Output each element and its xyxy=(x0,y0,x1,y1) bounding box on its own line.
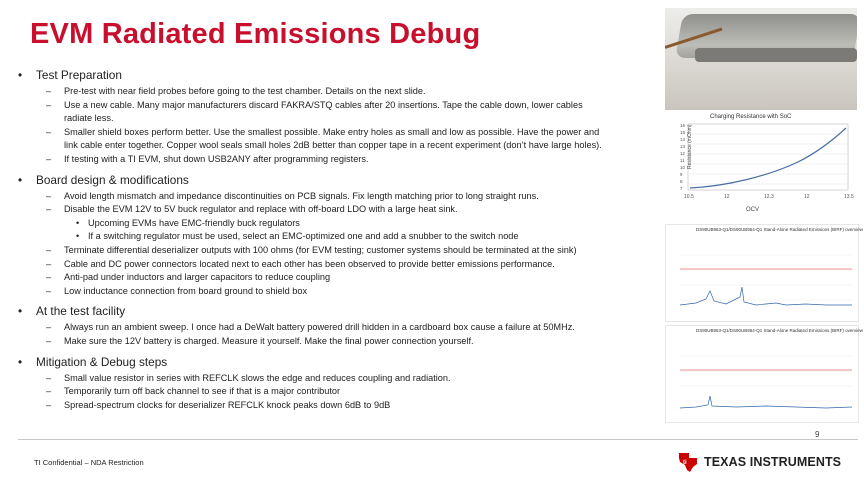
slide-title: EVM Radiated Emissions Debug xyxy=(30,18,481,50)
bullet-item: – Small value resistor in series with REFCLK slows the edge and reduces coupling and radiation. xyxy=(46,372,451,383)
bullet-text: Cable and DC power connectors located next to each other has been observed to provide better emissions performance. xyxy=(64,258,555,269)
bullet-text: Terminate differential deserializer outputs with 100 ohms (for EVM testing; customer systems should be terminated at the sink) xyxy=(64,244,577,255)
bullet-item: – If testing with a TI EVM, shut down USB2ANY after programming registers. xyxy=(46,153,369,164)
resistance-xtick: 12 xyxy=(724,194,730,200)
resistance-ytick: 16 xyxy=(680,123,686,128)
resistance-ytick: 14 xyxy=(680,137,686,142)
bullet-item: – Disable the EVM 12V to 5V buck regulator and replace with off-board LDO with a large heat sink. xyxy=(46,204,458,215)
bullet-item: – Spread-spectrum clocks for deserializer REFCLK knock peaks down 6dB to 9dB xyxy=(46,399,391,410)
resistance-xtick: 12 xyxy=(804,194,810,200)
resistance-ytick: 12 xyxy=(680,151,686,156)
resistance-ytick: 8 xyxy=(680,179,683,184)
sub-bullet-item: • Upcoming EVMs have EMC-friendly buck regulators xyxy=(76,217,300,228)
resistance-ytick: 7 xyxy=(680,186,683,191)
section-heading: • Mitigation & Debug steps xyxy=(18,355,668,370)
bullet-item: – Terminate differential deserializer outputs with 100 ohms (for EVM testing; customer systems should be terminated at the sink) xyxy=(46,244,577,255)
emissions-spectrum-chart-bottom xyxy=(665,325,863,423)
emissions-spectrum-chart-top xyxy=(665,224,863,322)
bullet-text: Temporarily turn off back channel to see if that is a major contributor xyxy=(64,386,341,397)
bullet-text: Small value resistor in series with REFCLK slows the edge and reduces coupling and radiation. xyxy=(64,372,451,383)
spectrum-bottom-title: DS90UB953-Q1/DS90UB954-Q1 Stand-Alone Radiated Emissions (BIRF) overview xyxy=(696,328,863,333)
resistance-xtick: 12.3 xyxy=(764,194,774,200)
bullet-item: – Avoid length mismatch and impedance discontinuities on PCB signals. Fix length matching prior to long straight runs. xyxy=(46,190,539,201)
resistance-chart-title: Charging Resistance with SoC xyxy=(710,114,792,120)
bullet-text: If testing with a TI EVM, shut down USB2ANY after programming registers. xyxy=(64,153,369,164)
resistance-xlabel: OCV xyxy=(746,207,760,213)
confidentiality-footer: TI Confidential – NDA Restriction xyxy=(34,458,144,467)
resistance-chart-svg xyxy=(668,110,858,215)
resistance-ytick: 11 xyxy=(680,158,685,163)
footer-divider xyxy=(18,439,858,440)
bullet-item: – Temporarily turn off back channel to see if that is a major contributor xyxy=(46,386,341,397)
shield-box-photo xyxy=(665,8,857,110)
bullet-continuation: radiate less. xyxy=(64,113,114,124)
bullet-item: – Use a new cable. Many major manufacturers discard FAKRA/STQ cables after 20 insertions. Tape the cable down, lower cables xyxy=(46,99,583,110)
bullet-text: Spread-spectrum clocks for deserializer REFCLK knock peaks down 6dB to 9dB xyxy=(64,399,391,410)
bullet-item: – Cable and DC power connectors located next to each other has been observed to provide better emissions performance. xyxy=(46,258,555,269)
bullet-text: Pre-test with near field probes before going to the test chamber. Details on the next slide. xyxy=(64,86,426,96)
bullet-text: Smaller shield boxes perform better. Use the smallest possible. Make entry holes as small and low as possible. Have the power and xyxy=(64,126,600,137)
resistance-ylabel: Resistance (mOhm) xyxy=(687,124,693,169)
bullet-item: – Anti-pad under inductors and larger capacitors to reduce coupling xyxy=(46,272,331,283)
bullet-text: Low inductance connection from board ground to shield box xyxy=(64,285,308,296)
bullet-continuation: link cable enter together. Copper wool seals small holes 2dB better than copper tape in a recent experiment (don’t have large holes). xyxy=(64,140,602,151)
section-heading: • Board design & modifications xyxy=(18,173,668,188)
bullet-item: – Make sure the 12V battery is charged. Measure it yourself. Make the final power connection yourself. xyxy=(46,335,474,346)
resistance-curve xyxy=(690,128,846,188)
bullet-text: Anti-pad under inductors and larger capacitors to reduce coupling xyxy=(64,272,331,283)
sub-bullet-text: If a switching regulator must be used, select an EMC-optimized one and add a snubber to the switch node xyxy=(88,231,519,242)
ti-state-icon xyxy=(676,450,700,474)
page-number: 9 xyxy=(815,430,820,439)
bullet-text: Make sure the 12V battery is charged. Measure it yourself. Make the final power connection yourself. xyxy=(64,335,474,346)
resistance-ytick: 13 xyxy=(680,144,686,149)
spectrum-top-title: DS90UB953-Q1/DS90UB954-Q1 Stand-Alone Radiated Emissions (BIRF) overview xyxy=(696,227,863,232)
ti-wordmark: TEXAS INSTRUMENTS xyxy=(704,455,842,469)
bullet-item: – Low inductance connection from board ground to shield box xyxy=(46,285,308,296)
bullet-text: Avoid length mismatch and impedance discontinuities on PCB signals. Fix length matching prior to long straight runs. xyxy=(64,190,539,201)
section-heading: • Test Preparation xyxy=(18,68,668,83)
resistance-xtick: 10.5 xyxy=(684,194,694,200)
bullet-item: – Always run an ambient sweep. I once had a DeWalt battery powered drill hidden in a cardboard box cause a failure at 50MHz. xyxy=(46,322,575,333)
resistance-ytick: 9 xyxy=(680,172,683,177)
resistance-ytick: 10 xyxy=(680,165,686,170)
bullet-item: – Pre-test with near field probes before going to the test chamber. Details on the next slide. xyxy=(46,86,426,96)
bullet-text: Always run an ambient sweep. I once had a DeWalt battery powered drill hidden in a cardboard box cause a failure at 50MHz. xyxy=(64,322,575,333)
resistance-ytick: 15 xyxy=(680,130,686,135)
section-heading: • At the test facility xyxy=(18,304,668,319)
texas-instruments-logo xyxy=(676,450,842,474)
bullet-text: Disable the EVM 12V to 5V buck regulator and replace with off-board LDO with a large heat sink. xyxy=(64,204,458,215)
bullet-item: – Smaller shield boxes perform better. Use the smallest possible. Make entry holes as small and low as possible. Have the power and xyxy=(46,126,600,137)
sub-bullet-item: • If a switching regulator must be used, select an EMC-optimized one and add a snubber to the switch node xyxy=(76,231,519,242)
sub-bullet-text: Upcoming EVMs have EMC-friendly buck regulators xyxy=(88,217,300,228)
resistance-chart xyxy=(668,110,858,215)
svg-text:ti: ti xyxy=(683,460,687,466)
bullet-content xyxy=(18,64,668,418)
resistance-xtick: 13.5 xyxy=(844,194,854,200)
bullet-text: Use a new cable. Many major manufacturers discard FAKRA/STQ cables after 20 insertions. Tape the cable down, lower cables xyxy=(64,99,583,110)
